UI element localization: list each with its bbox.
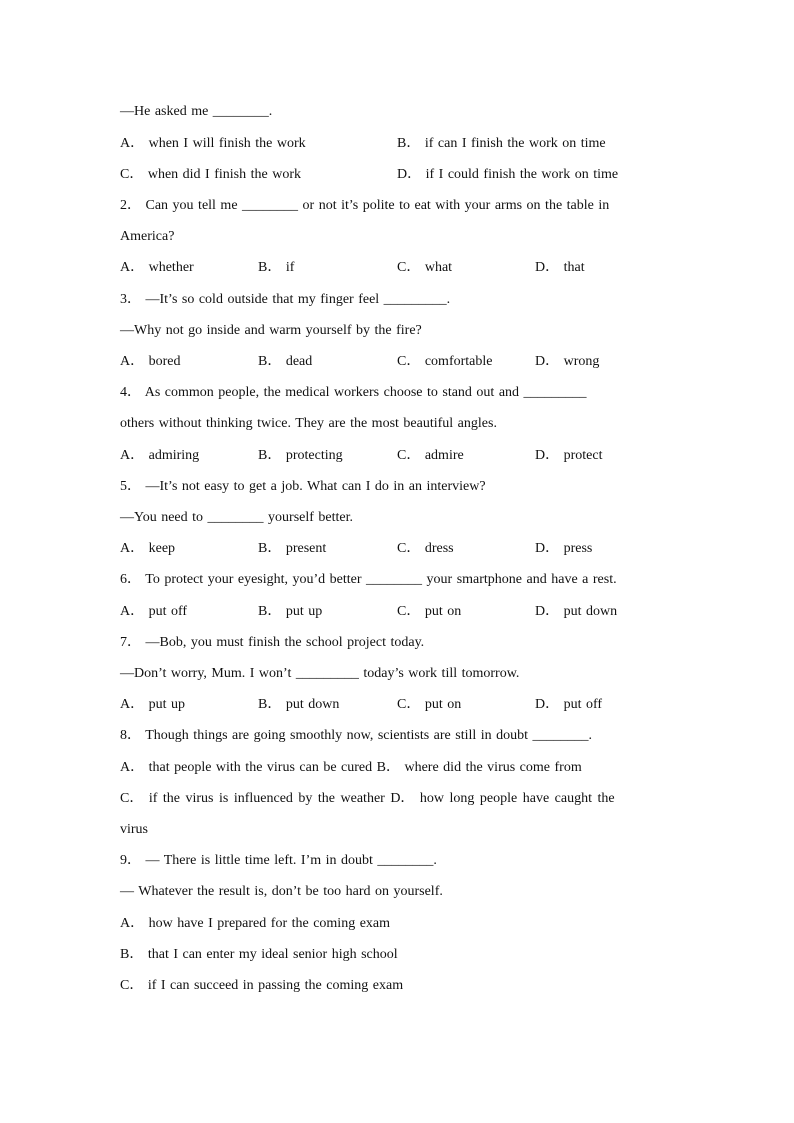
q2-stem: 2． Can you tell me ________ or not it’s polite to eat with your arms on the table in: [120, 198, 610, 213]
q7-stem: 7． —Bob, you must finish the school project today.: [120, 635, 425, 650]
q5-stem: 5． —It’s not easy to get a job. What can I do in an interview?: [120, 479, 486, 494]
q4-option-d: D． protect: [535, 448, 603, 463]
q7-option-d: D． put off: [535, 697, 603, 712]
q3-option-d: D． wrong: [535, 354, 600, 369]
q8-options-row-1: A． that people with the virus can be cured B． where did the virus come from: [120, 760, 582, 775]
q5-option-d: D． press: [535, 541, 593, 556]
q6-option-a: A． put off: [120, 604, 188, 619]
q9-option-a: A． how have I prepared for the coming exam: [120, 916, 391, 931]
q5-options: [120, 538, 593, 560]
q2-option-a: A． whether: [120, 260, 194, 275]
q2-option-d: D． that: [535, 260, 585, 275]
q4-option-a: A． admiring: [120, 448, 200, 463]
q2-option-c: C． what: [397, 260, 453, 275]
q8-options-row-2-continued: virus: [120, 822, 148, 837]
q1-answer-line: —He asked me ________.: [120, 104, 273, 119]
q6-option-b: B． put up: [258, 604, 323, 619]
q1-option-b: B． if can I finish the work on time: [397, 136, 606, 151]
q4-stem-continued: others without thinking twice. They are the most beautiful angles.: [120, 416, 497, 431]
q8-options-row-2: C． if the virus is influenced by the weather D． how long people have caught the: [120, 791, 615, 806]
q6-stem: 6． To protect your eyesight, you’d better ________ your smartphone and have a rest.: [120, 572, 617, 587]
q2-stem-continued: America?: [120, 229, 175, 244]
q7-option-b: B． put down: [258, 697, 340, 712]
q3-option-c: C． comfortable: [397, 354, 493, 369]
q4-option-b: B． protecting: [258, 448, 343, 463]
q9-option-b: B． that I can enter my ideal senior high school: [120, 947, 398, 962]
q6-option-d: D． put down: [535, 604, 618, 619]
q1-options-row-1: [120, 133, 606, 155]
q3-option-a: A． bored: [120, 354, 181, 369]
q4-options: [120, 445, 603, 467]
q7-options: [120, 694, 603, 716]
q5-option-b: B． present: [258, 541, 327, 556]
q2-option-b: B． if: [258, 260, 295, 275]
q3-stem: 3． —It’s so cold outside that my finger feel _________.: [120, 292, 451, 307]
q3-option-b: B． dead: [258, 354, 313, 369]
q3-options: [120, 351, 600, 373]
q7-dialogue: —Don’t worry, Mum. I won’t _________ today’s work till tomorrow.: [120, 666, 520, 681]
q6-options: [120, 601, 618, 623]
q5-option-a: A． keep: [120, 541, 176, 556]
q5-option-c: C． dress: [397, 541, 454, 556]
q4-stem: 4． As common people, the medical workers choose to stand out and _________: [120, 385, 587, 400]
q2-options: [120, 257, 585, 279]
q7-option-a: A． put up: [120, 697, 185, 712]
q1-option-d: D． if I could finish the work on time: [397, 167, 619, 182]
q6-option-c: C． put on: [397, 604, 462, 619]
q5-dialogue: —You need to ________ yourself better.: [120, 510, 353, 525]
q1-options-row-2: [120, 164, 619, 186]
q9-option-c: C． if I can succeed in passing the coming exam: [120, 978, 404, 993]
q1-option-a: A． when I will finish the work: [120, 136, 306, 151]
q3-dialogue: —Why not go inside and warm yourself by the fire?: [120, 323, 422, 338]
q1-option-c: C． when did I finish the work: [120, 167, 301, 182]
q7-option-c: C． put on: [397, 697, 462, 712]
q9-stem: 9． — There is little time left. I’m in doubt ________.: [120, 853, 437, 868]
q8-stem: 8． Though things are going smoothly now, scientists are still in doubt ________.: [120, 728, 593, 743]
q9-dialogue: — Whatever the result is, don’t be too hard on yourself.: [120, 884, 443, 899]
q4-option-c: C． admire: [397, 448, 464, 463]
